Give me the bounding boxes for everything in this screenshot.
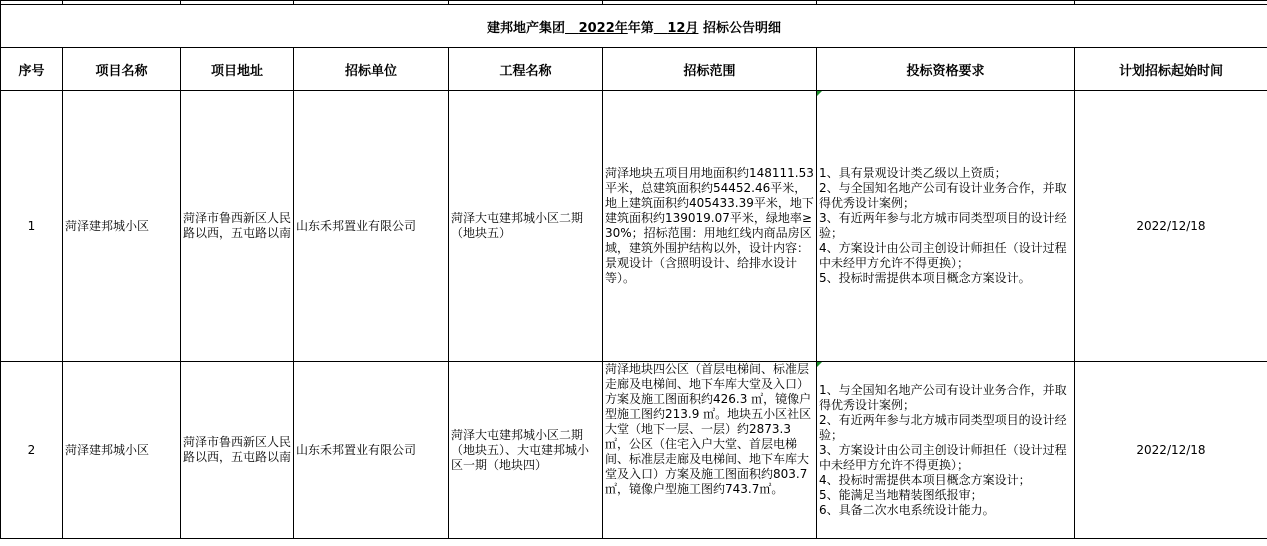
requirement-line: 2、有近两年参与北方城市同类型项目的设计经验； — [819, 412, 1067, 442]
page-title[interactable] — [1, 5, 1267, 48]
cell-address[interactable]: 菏泽市鲁西新区人民路以西，五屯路以南 — [181, 362, 294, 539]
cell-project-name[interactable]: 菏泽建邦城小区 — [63, 91, 181, 362]
cell-work-name[interactable]: 菏泽大屯建邦城小区二期（地块五）、大屯建邦城小区一期（地块四） — [449, 362, 603, 539]
col-header-bidder[interactable]: 招标单位 — [294, 48, 449, 91]
cell-scope[interactable]: 菏泽地块五项目用地面积约148111.53平米，总建筑面积约54452.46平米，地上建筑面积约405433.39平米，地下建筑面积约139019.07平米，绿地率≥30%；招标范围：用地红线内商品房区域，建筑外围护结构以外，设计内容：景观设计（含照明设计、给排水设计等）。 — [603, 91, 817, 362]
col-header-project-name[interactable]: 项目名称 — [63, 48, 181, 91]
cell-index[interactable]: 1 — [1, 91, 63, 362]
title-company: 建邦地产集团 — [486, 20, 565, 36]
col-header-start-date[interactable]: 计划招标起始时间 — [1075, 48, 1267, 91]
requirement-line: 3、方案设计由公司主创设计师担任（设计过程中未经甲方允许不得更换）； — [819, 442, 1067, 472]
cell-bidder[interactable]: 山东禾邦置业有限公司 — [294, 91, 449, 362]
cell-scope[interactable]: 菏泽地块四公区（首层电梯间、标准层走廊及电梯间、地下车库大堂及入口）方案及施工图面积约426.3 ㎡，镜像户型施工图约213.9 ㎡。地块五小区社区大堂（地下一层、一层）约2873.3㎡，公区（住宅入户大堂、首层电梯间、标准层走廊及电梯间、地下车库大堂及入口）方案及施工图面积约803.7 ㎡，镜像户型施工图约743.7㎡。 — [603, 362, 817, 539]
cell-requirements[interactable] — [817, 91, 1075, 362]
title-suffix: 招标公告明细 — [702, 20, 781, 36]
requirement-line: 5、能满足当地精装图纸报审； — [819, 487, 983, 502]
comment-marker-icon — [817, 91, 822, 96]
cell-start-date[interactable]: 2022/12/18 — [1075, 362, 1267, 539]
col-header-scope[interactable]: 招标范围 — [603, 48, 817, 91]
cell-address[interactable]: 菏泽市鲁西新区人民路以西，五屯路以南 — [181, 91, 294, 362]
table-row — [1, 362, 1267, 539]
table-row — [1, 91, 1267, 362]
title-row — [1, 5, 1267, 48]
col-header-requirements[interactable]: 投标资格要求 — [817, 48, 1075, 91]
cell-bidder[interactable]: 山东禾邦置业有限公司 — [294, 362, 449, 539]
col-header-index[interactable]: 序号 — [1, 48, 63, 91]
title-year: 2022年 — [578, 20, 628, 36]
cell-index[interactable]: 2 — [1, 362, 63, 539]
cell-project-name[interactable]: 菏泽建邦城小区 — [63, 362, 181, 539]
col-header-address[interactable]: 项目地址 — [181, 48, 294, 91]
title-year-suffix: 年第 — [627, 20, 654, 36]
cell-start-date[interactable]: 2022/12/18 — [1075, 91, 1267, 362]
requirement-line: 4、投标时需提供本项目概念方案设计； — [819, 472, 1031, 487]
title-month: 12月 — [667, 20, 699, 36]
comment-marker-icon — [817, 362, 822, 367]
requirement-line: 1、与全国知名地产公司有设计业务合作，并取得优秀设计案例； — [819, 382, 1067, 412]
requirement-line: 3、有近两年参与北方城市同类型项目的设计经验； — [819, 211, 1067, 240]
requirement-line: 1、具有景观设计类乙级以上资质； — [819, 166, 1007, 180]
col-header-work-name[interactable]: 工程名称 — [449, 48, 603, 91]
cell-requirements[interactable] — [817, 362, 1075, 539]
requirement-line: 5、投标时需提供本项目概念方案设计。 — [819, 271, 1031, 285]
cell-work-name[interactable]: 菏泽大屯建邦城小区二期（地块五） — [449, 91, 603, 362]
requirement-line: 4、方案设计由公司主创设计师担任（设计过程中未经甲方允许不得更换）； — [819, 241, 1067, 270]
header-row — [1, 48, 1267, 91]
requirement-line: 2、与全国知名地产公司有设计业务合作，并取得优秀设计案例； — [819, 181, 1067, 210]
requirement-line: 6、具备二次水电系统设计能力。 — [819, 502, 995, 517]
